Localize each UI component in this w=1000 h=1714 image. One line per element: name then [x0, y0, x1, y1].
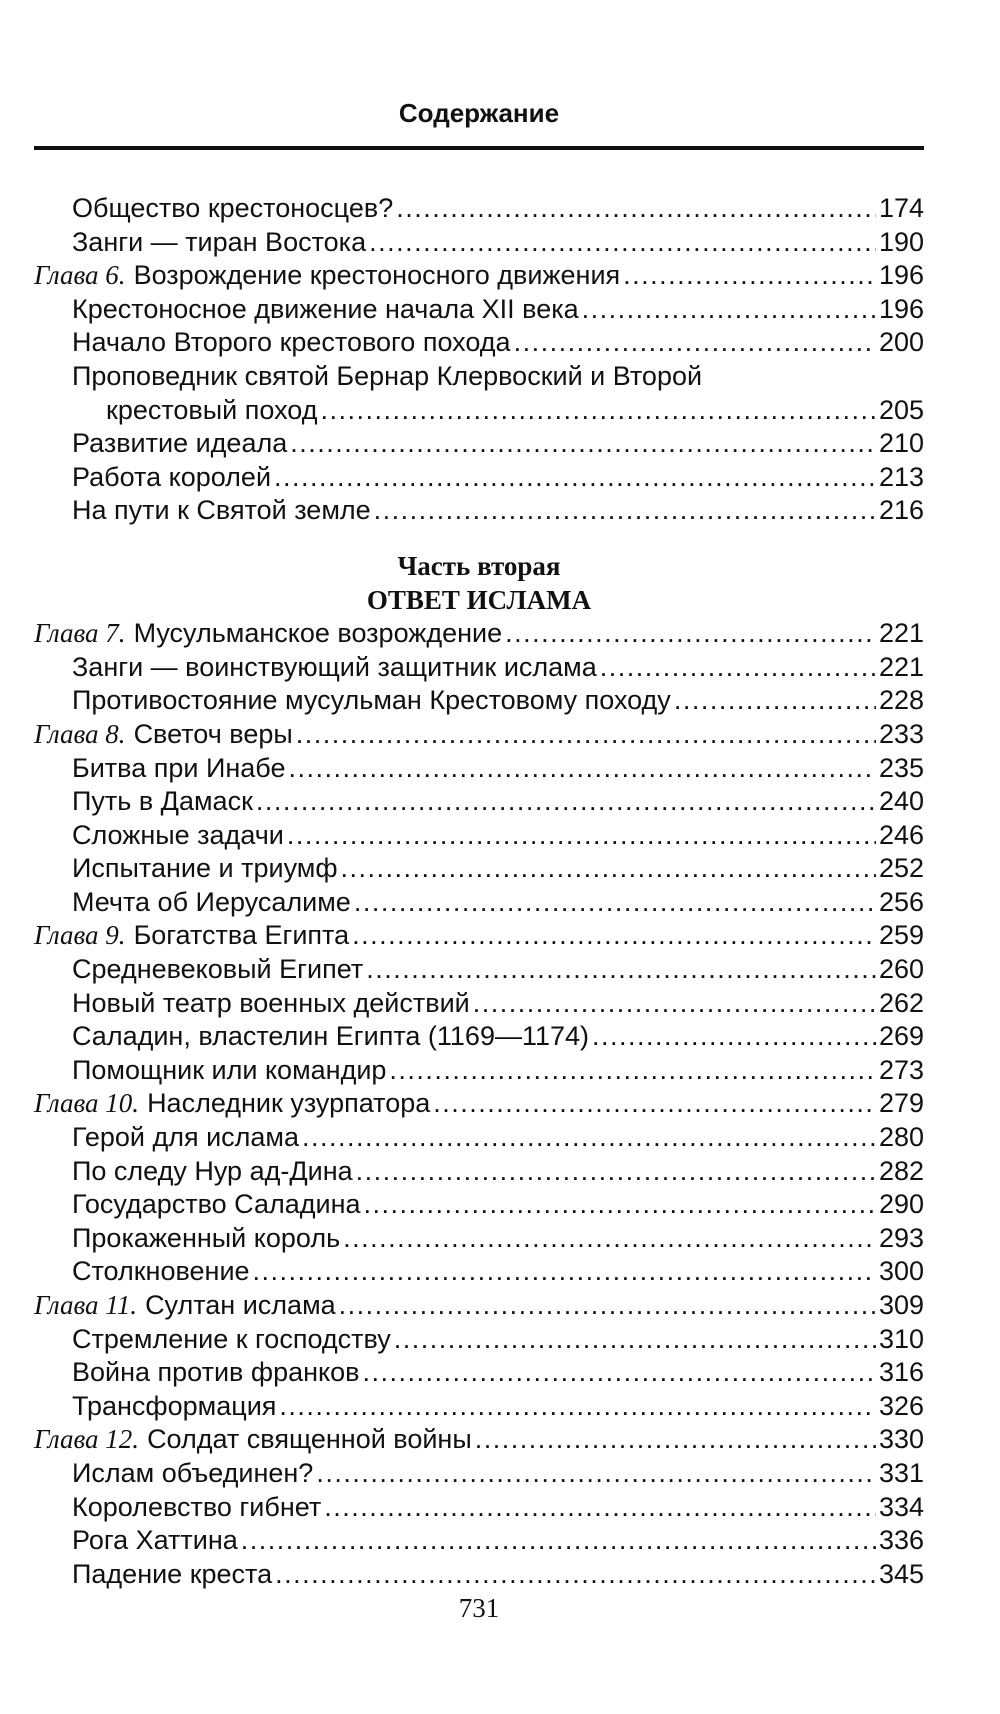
- toc-chapter-6: [34, 259, 924, 293]
- toc-entry: [34, 1390, 924, 1424]
- dot-leader: [600, 651, 876, 685]
- dot-leader: [274, 461, 876, 495]
- toc-entry-title: Сложные задачи: [72, 819, 284, 850]
- toc-entry: [34, 651, 924, 685]
- toc-entry-page: 235: [878, 752, 924, 783]
- toc-entry-title: Занги — воинствующий защитник ислама: [72, 651, 597, 682]
- toc-entry-page: 190: [878, 226, 924, 257]
- dot-leader: [473, 987, 876, 1021]
- toc-entry-title: Саладин, властелин Египта (1169—1174): [72, 1021, 590, 1052]
- dot-leader: [302, 1121, 876, 1155]
- toc-entry-page: 326: [878, 1390, 924, 1421]
- toc-entry: [34, 684, 924, 718]
- toc-entry: [34, 1255, 924, 1289]
- dot-leader: [366, 953, 876, 987]
- dot-leader: [241, 1524, 876, 1558]
- toc-entry-title: Прокаженный король: [72, 1222, 341, 1253]
- dot-leader: [356, 1155, 876, 1189]
- toc-entry: [34, 1323, 924, 1357]
- toc-entry-title: Мечта об Иерусалиме: [72, 886, 351, 917]
- dot-leader: [352, 919, 876, 953]
- dot-leader: [396, 192, 876, 226]
- table-of-contents: [34, 192, 924, 1591]
- dot-leader: [363, 1356, 876, 1390]
- chapter-page: 196: [878, 260, 924, 291]
- toc-entry: [34, 1356, 924, 1390]
- chapter-label: Глава 11.: [34, 1290, 138, 1320]
- toc-chapter-11: [34, 1289, 924, 1323]
- toc-entry: [34, 886, 924, 920]
- toc-entry: [34, 494, 924, 528]
- toc-entry-title: Начало Второго крестового похода: [72, 327, 511, 358]
- toc-entry-title: Ислам объединен?: [72, 1457, 314, 1488]
- chapter-title: Султан ислама: [145, 1290, 336, 1320]
- toc-entry: [34, 1524, 924, 1558]
- toc-entry: [34, 1188, 924, 1222]
- toc-entry-page: 310: [878, 1323, 924, 1354]
- dot-leader: [290, 427, 876, 461]
- toc-entry: [34, 1054, 924, 1088]
- toc-entry-page: 293: [878, 1222, 924, 1253]
- dot-leader: [341, 852, 876, 886]
- toc-entry-page: 262: [878, 987, 924, 1018]
- toc-chapter-8: [34, 718, 924, 752]
- toc-entry-title: Герой для ислама: [72, 1122, 300, 1153]
- chapter-page: 233: [878, 718, 924, 749]
- chapter-title: Светоч веры: [133, 718, 293, 749]
- toc-entry-title: Трансформация: [72, 1390, 277, 1421]
- toc-entry: [34, 1558, 924, 1592]
- toc-entry-title: Развитие идеала: [72, 428, 288, 459]
- toc-entry: [34, 1491, 924, 1525]
- dot-leader: [354, 886, 876, 920]
- dot-leader: [288, 752, 875, 786]
- toc-entry-page: 282: [878, 1155, 924, 1186]
- toc-entry-page: 205: [878, 394, 924, 425]
- toc-entry: [34, 226, 924, 260]
- chapter-page: 330: [878, 1424, 924, 1455]
- toc-entry-page: 334: [878, 1491, 924, 1522]
- toc-entry-title: Помощник или командир: [72, 1054, 387, 1085]
- dot-leader: [316, 1457, 876, 1491]
- chapter-label: Глава 10.: [34, 1088, 140, 1119]
- dot-leader: [505, 617, 876, 651]
- chapter-label: Глава 6.: [34, 260, 126, 291]
- part-title: ОТВЕТ ИСЛАМА: [366, 584, 592, 615]
- toc-entry: [34, 326, 924, 360]
- part-label: Часть вторая: [397, 550, 561, 581]
- toc-entry-page: 345: [878, 1558, 924, 1589]
- header-rule: [34, 146, 924, 150]
- dot-leader: [582, 293, 876, 327]
- toc-entry-page: 300: [878, 1256, 924, 1287]
- page-number: 731: [458, 1593, 500, 1623]
- toc-entry: [34, 1222, 924, 1256]
- toc-entry-title: Занги — тиран Востока: [72, 226, 367, 257]
- toc-entry-page: 273: [878, 1054, 924, 1085]
- dot-leader: [592, 1020, 876, 1054]
- toc-entry-title: Стремление к господству: [72, 1323, 391, 1354]
- dot-leader: [339, 1289, 876, 1323]
- toc-entry-title: Противостояние мусульман Крестовому походу: [72, 685, 671, 716]
- toc-entry-page: 216: [878, 495, 924, 526]
- toc-entry-page: 213: [878, 461, 924, 492]
- toc-entry-title-line2: крестовый поход: [106, 394, 318, 425]
- toc-entry-title: Новый театр военных действий: [72, 987, 470, 1018]
- dot-leader: [389, 1054, 876, 1088]
- dot-leader: [374, 494, 876, 528]
- toc-chapter-12: [34, 1423, 924, 1457]
- dot-leader: [287, 819, 876, 853]
- dot-leader: [514, 326, 876, 360]
- toc-entry: [34, 953, 924, 987]
- chapter-title: Богатства Египта: [133, 920, 350, 951]
- dot-leader: [296, 718, 876, 752]
- toc-entry: [34, 293, 924, 327]
- toc-entry-page: 290: [878, 1189, 924, 1220]
- toc-entry-title: Испытание и триумф: [72, 853, 338, 884]
- dot-leader: [674, 684, 876, 718]
- toc-entry-page: 210: [878, 428, 924, 459]
- toc-chapter-9: [34, 919, 924, 953]
- toc-chapter-7: [34, 617, 924, 651]
- toc-entry-title: Королевство гибнет: [72, 1491, 322, 1522]
- toc-entry-title: Средневековый Египет: [72, 954, 364, 985]
- dot-leader: [364, 1188, 876, 1222]
- running-head-title: Содержание: [398, 98, 560, 128]
- toc-entry-page: 246: [878, 819, 924, 850]
- dot-leader: [433, 1087, 876, 1121]
- dot-leader: [623, 259, 876, 293]
- toc-entry-page: 228: [878, 685, 924, 716]
- toc-entry: [34, 819, 924, 853]
- toc-entry-page: 260: [878, 954, 924, 985]
- toc-entry: [34, 752, 924, 786]
- dot-leader: [253, 1255, 876, 1289]
- toc-entry-page: 336: [878, 1525, 924, 1556]
- chapter-label: Глава 9.: [34, 920, 126, 951]
- toc-entry-page: 221: [878, 651, 924, 682]
- chapter-label: Глава 12.: [34, 1424, 140, 1455]
- toc-entry-title: Битва при Инабе: [72, 752, 286, 783]
- toc-entry: [34, 785, 924, 819]
- part-spacer: [34, 528, 924, 550]
- dot-leader: [324, 1491, 876, 1525]
- toc-entry-title: По следу Нур ад-Дина: [72, 1155, 353, 1186]
- toc-entry-title: Падение креста: [72, 1558, 273, 1589]
- toc-entry: [34, 192, 924, 226]
- dot-leader: [475, 1423, 876, 1457]
- toc-entry: [34, 852, 924, 886]
- toc-entry-title: На пути к Святой земле: [72, 495, 371, 526]
- toc-entry-page: 316: [878, 1357, 924, 1388]
- toc-entry-page: 331: [878, 1457, 924, 1488]
- toc-entry-page: 174: [878, 193, 924, 223]
- chapter-title: Мусульманское возрождение: [133, 618, 503, 649]
- toc-entry-title: Работа королей: [72, 461, 272, 492]
- dot-leader: [394, 1323, 876, 1357]
- chapter-title: Возрождение крестоносного движения: [133, 260, 621, 291]
- toc-entry-page: 196: [878, 293, 924, 324]
- toc-entry-title: Война против франков: [72, 1357, 360, 1388]
- chapter-page: 279: [878, 1088, 924, 1119]
- dot-leader: [256, 785, 876, 819]
- toc-entry-title: Столкновение: [72, 1256, 250, 1287]
- chapter-page: 221: [878, 618, 924, 649]
- dot-leader: [369, 226, 876, 260]
- toc-entry-page: 240: [878, 786, 924, 817]
- toc-entry: [34, 1457, 924, 1491]
- chapter-page: 259: [878, 920, 924, 951]
- chapter-title: Солдат священной войны: [147, 1424, 472, 1455]
- toc-entry-page: 256: [878, 886, 924, 917]
- toc-entry: [34, 427, 924, 461]
- dot-leader: [343, 1222, 876, 1256]
- chapter-page: 309: [878, 1290, 924, 1320]
- toc-entry: [34, 1020, 924, 1054]
- dot-leader: [320, 394, 875, 428]
- toc-entry: [34, 1121, 924, 1155]
- chapter-title: Наследник узурпатора: [147, 1088, 431, 1119]
- dot-leader: [275, 1558, 876, 1592]
- toc-entry-title: Общество крестоносцев?: [72, 193, 394, 223]
- toc-entry: [34, 987, 924, 1021]
- chapter-label: Глава 8.: [34, 718, 126, 749]
- toc-entry-title: Рога Хаттина: [72, 1525, 238, 1556]
- toc-entry-page: 252: [878, 853, 924, 884]
- toc-chapter-10: [34, 1087, 924, 1121]
- toc-entry-title-line1: Проповедник святой Бернар Клервоский и Второй: [72, 360, 703, 391]
- toc-entry: [34, 461, 924, 495]
- dot-leader: [279, 1390, 876, 1424]
- toc-entry: [34, 394, 924, 428]
- chapter-label: Глава 7.: [34, 618, 126, 649]
- toc-entry: [34, 1155, 924, 1189]
- toc-entry-title: Государство Саладина: [72, 1189, 361, 1220]
- toc-entry-title: Путь в Дамаск: [72, 786, 253, 817]
- toc-entry-page: 280: [878, 1122, 924, 1153]
- toc-entry-page: 269: [878, 1021, 924, 1052]
- toc-entry-title: Крестоносное движение начала XII века: [72, 293, 579, 324]
- toc-entry-page: 200: [878, 327, 924, 358]
